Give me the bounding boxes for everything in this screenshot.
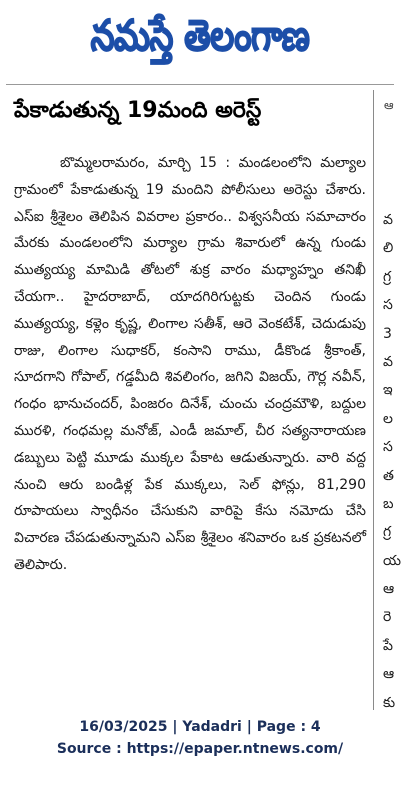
adjacent-column-glyph: గ్ర — [383, 524, 392, 541]
adjacent-column-glyph: ఆ — [383, 666, 395, 683]
adjacent-column-glyph: 3 — [383, 325, 392, 342]
adjacent-column-glyph: త — [383, 467, 394, 484]
page-footer — [0, 716, 400, 760]
adjacent-column-glyph: వ — [383, 353, 393, 370]
adjacent-column-glyph: బ — [383, 495, 394, 512]
column-divider — [373, 90, 374, 710]
adjacent-column-glyph: ఆ — [383, 581, 395, 598]
adjacent-column-cutoff — [383, 206, 399, 717]
adjacent-column-glyph: గ్ర — [383, 268, 392, 285]
article-headline: పేకాడుతున్న 19మంది అరెస్ట్ — [14, 98, 262, 123]
adjacent-column-glyph: కు — [383, 694, 396, 711]
masthead-title: నమస్తే తెలంగాణ — [90, 11, 310, 61]
adjacent-column-glyph: వ — [383, 212, 393, 228]
adjacent-column-glyph: ల — [383, 410, 393, 427]
adjacent-column-glyph: ఇ — [383, 382, 393, 399]
adjacent-column-glyph: స — [383, 297, 393, 314]
adjacent-column-glyph: లి — [383, 240, 394, 257]
footer-dateline: 16/03/2025 | Yadadri | Page : 4 — [79, 719, 321, 735]
newspaper-masthead — [0, 0, 400, 82]
adjacent-column-glyph: రె — [383, 609, 392, 626]
adjacent-column-fragment: ఆ — [384, 98, 394, 112]
footer-source: Source : https://epaper.ntnews.com/ — [56, 741, 344, 757]
adjacent-column-glyph: పే — [383, 637, 393, 654]
masthead-divider — [6, 84, 394, 85]
adjacent-column-glyph: య — [383, 552, 401, 569]
article-body: బొమ్మలరామరం, మార్చి 15 : మండలంలోని మల్యాల గ్రామంలో పేకాడుతున్న 19 మందిని పోలీసులు అరెస్టు చేశారు. ఎస్ఐ శ్రీశైలం తెలిపిన వివరాల ప్రకారం.. విశ్వసనీయ సమాచారం మేరకు మండలంలోని మర్యాల గ్రామ శివారులో ఉన్న గుండు ముత్యయ్య మామిడి తోటలో శుక్ర వారం మధ్యాహ్నం తనిఖీ చేయగా.. హైదరాబాద్, యాదగిరిగుట్టకు చెందిన గుండు ముత్యయ్య, కళ్లెం కృష్ణ, లింగాల సతీశ్, ఆరె వెంకటేశ్, చెదుడుపు రాజు, లింగాల సుధాకర్, కంసాని రాము, డీకొండ శ్రీకాంత్, సూదగాని గోపాల్, గడ్డమీది శివలింగం, జగిని విజయ్, గౌర్ల నవీన్, గంధం భానుచందర్, పింజరం దినేశ్, చుంచు చంద్రమౌళి, బద్దుల మురళి, గంధమల్ల మనోజ్, ఎండీ జమాల్, చీర సత్యనారాయణ డబ్బులు పెట్టి మూడు ముక్కల పేకాట ఆడుతున్నారు. వారి వద్ద నుంచి ఆరు బండిళ్ల పేక ముక్కలు, సెల్ ఫోన్లు, 81,290 రూపాయలు స్వాధీనం చేసుకుని వారిపై కేసు నమోదు చేసి విచారణ చేపడుతున్నామని ఎస్ఐ శ్రీశైలం శనివారం ఒక ప్రకటనలో తెలిపారు. — [14, 155, 366, 573]
adjacent-column-glyph: స — [383, 439, 393, 456]
